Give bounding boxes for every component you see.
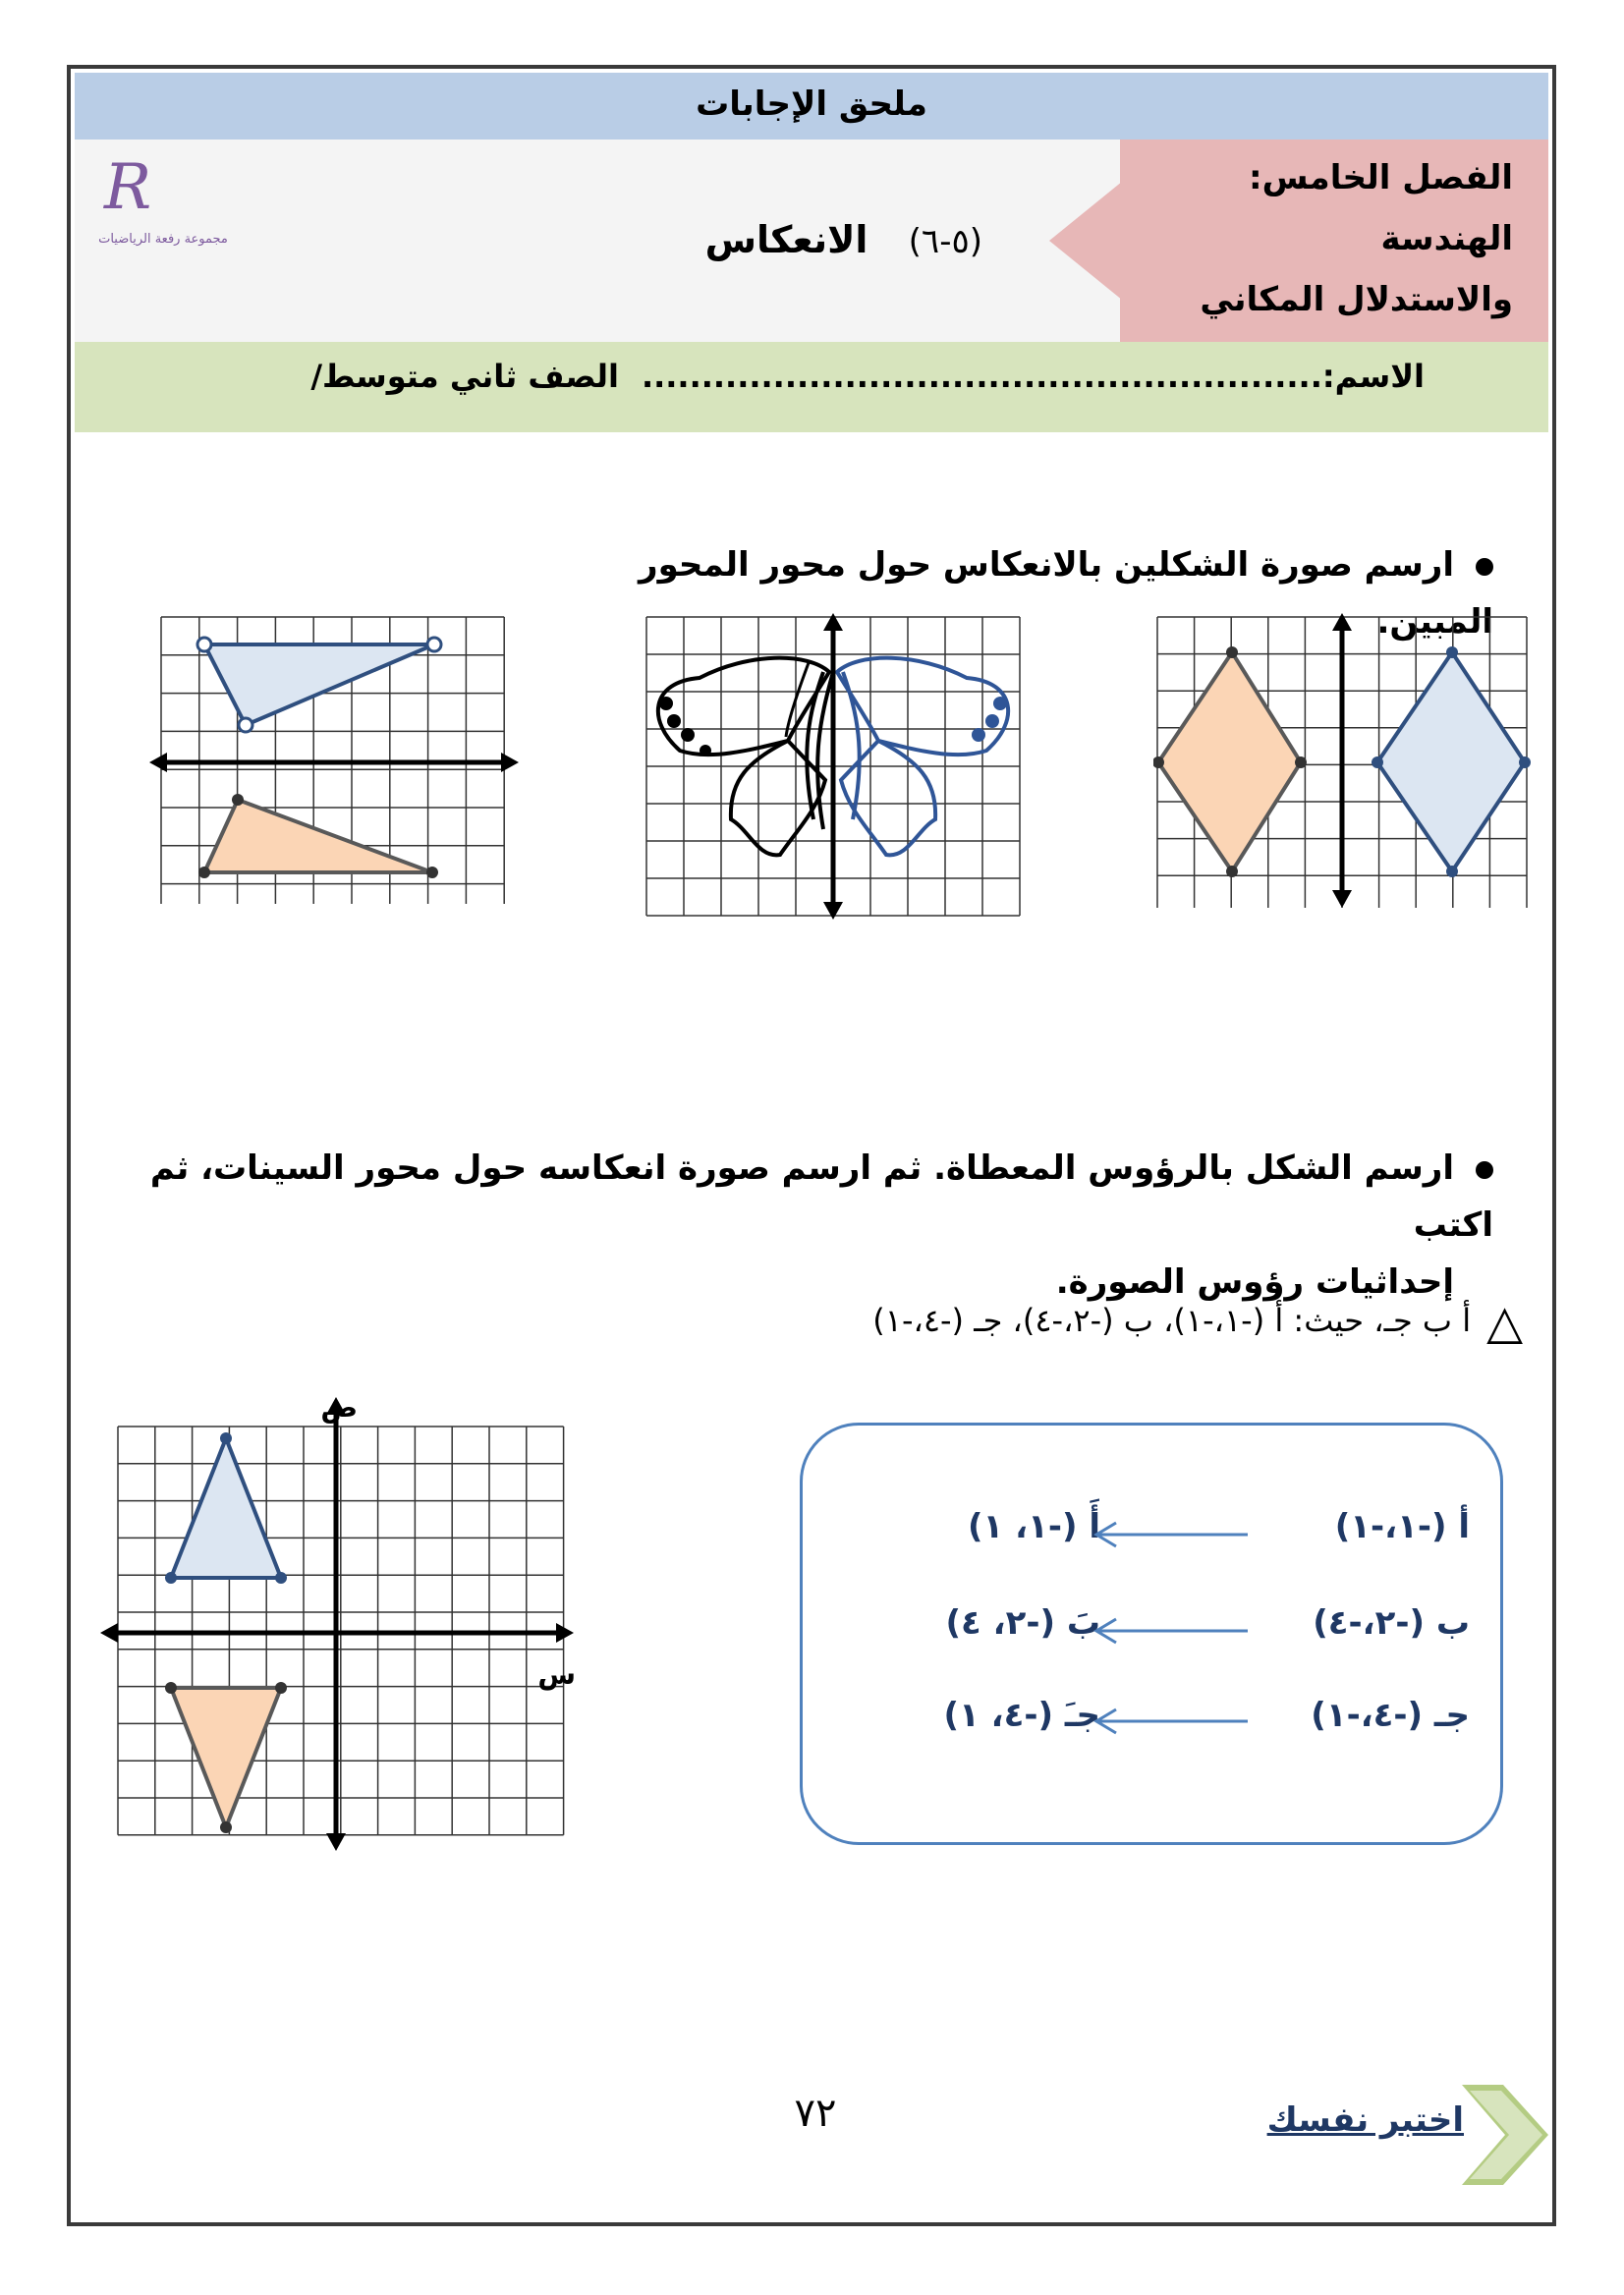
vertex: [1446, 646, 1458, 658]
title-band: [75, 73, 1548, 140]
bullet-icon: [1476, 558, 1493, 576]
wing-spot: [993, 697, 1007, 710]
coordinate-plane: [92, 1377, 623, 1851]
wing-spot: [659, 697, 673, 710]
vertex: [198, 867, 210, 878]
axis-arrow-icon: [1332, 890, 1352, 908]
logo: [94, 151, 232, 265]
vertex: [275, 1572, 287, 1584]
vertex: [1446, 866, 1458, 877]
vertex: [232, 794, 244, 806]
triangle-original: [204, 800, 432, 872]
answer-original: أ (-١،-١): [1334, 1507, 1470, 1546]
chapter-line-1: الفصل الخامس:: [1249, 158, 1513, 197]
page-title: ملحق الإجابات: [696, 84, 927, 124]
test-yourself-link[interactable]: اختبر نفسك: [1266, 2100, 1464, 2140]
section2-text-line2: إحداثيات رؤوس الصورة.: [1055, 1262, 1454, 1302]
chapter-line-3: والاستدلال المكاني: [1200, 280, 1513, 319]
y-axis-label: ص: [320, 1391, 358, 1424]
axis-arrow-icon: [823, 613, 843, 631]
chevron-right-icon[interactable]: [1462, 2085, 1550, 2185]
axis-arrow-icon: [149, 753, 167, 772]
x-axis-arrow-icon: [100, 1623, 118, 1643]
answer-image: جـَ (-٤، ١): [943, 1696, 1100, 1735]
rhombus-figure: [1153, 613, 1531, 908]
name-field[interactable]: الاسم:.........................................................: [641, 358, 1425, 395]
vertex: [1226, 646, 1238, 658]
answer-image: بَ (-٢، ٤): [945, 1603, 1100, 1643]
axis-arrow-icon: [1332, 613, 1352, 631]
condition-text: أ ب جـ، حيث: أ (-١،-١)، ب (-٢،-٤)، جـ (-٤،-١): [872, 1302, 1472, 1339]
section2-instruction: [128, 1140, 1493, 1311]
answer-image: أَ (-١، ١): [968, 1507, 1100, 1546]
vertex: [1519, 756, 1531, 768]
wing-spot: [972, 728, 985, 742]
triangle-horizontal-figure: [149, 613, 519, 904]
vertex: [1372, 756, 1383, 768]
logo-text: مجموعة رفعة الرياضيات: [98, 232, 228, 247]
lesson-number: (٥-٦): [908, 222, 982, 261]
section1-text: ارسم صورة الشكلين بالانعكاس حول محور المحور المبين.: [639, 545, 1493, 642]
grade-label: الصف ثاني متوسط/: [310, 358, 619, 395]
axis-arrow-icon: [501, 753, 519, 772]
lesson-title: الانعكاس: [704, 218, 868, 261]
vertex: [165, 1572, 177, 1584]
y-axis-arrow-icon: [326, 1833, 346, 1851]
lesson-heading: [531, 218, 982, 261]
vertex: [239, 718, 252, 732]
vertex: [165, 1682, 177, 1694]
triangle-abc: [171, 1438, 281, 1578]
butterfly-figure: [641, 613, 1026, 920]
triangle-condition: [609, 1295, 1523, 1350]
chapter-arrow-icon: [1049, 177, 1128, 305]
axis-arrow-icon: [823, 902, 843, 920]
vertex: [197, 638, 211, 651]
x-axis-label: س: [537, 1658, 576, 1691]
triangle-icon: △: [1486, 1295, 1523, 1350]
x-axis-arrow-icon: [556, 1623, 574, 1643]
vertex: [427, 638, 441, 651]
logo-icon: R: [104, 151, 152, 224]
chapter-heading: [1140, 147, 1513, 330]
vertex: [426, 867, 438, 878]
wing-spot: [681, 728, 695, 742]
page-number: ٧٢: [794, 2091, 837, 2136]
vertex: [275, 1682, 287, 1694]
section2-text-line1: ارسم الشكل بالرؤوس المعطاة. ثم ارسم صورة انعكاسه حول محور السينات، ثم اكتب: [149, 1148, 1493, 1245]
vertex: [1295, 756, 1307, 768]
answer-arrows: [1091, 1513, 1258, 1749]
answer-original: جـ (-٤،-١): [1311, 1696, 1470, 1735]
answer-original: ب (-٢،-٤): [1313, 1603, 1470, 1643]
chapter-line-2: الهندسة: [1380, 219, 1513, 258]
wing-spot: [667, 714, 681, 728]
wing-spot: [700, 745, 711, 756]
triangle-image: [204, 644, 434, 725]
triangle-image: [171, 1688, 281, 1827]
vertex: [1226, 866, 1238, 877]
bullet-icon: [1476, 1161, 1493, 1179]
vertex: [220, 1432, 232, 1444]
vertex: [220, 1821, 232, 1833]
wing-spot: [985, 714, 999, 728]
